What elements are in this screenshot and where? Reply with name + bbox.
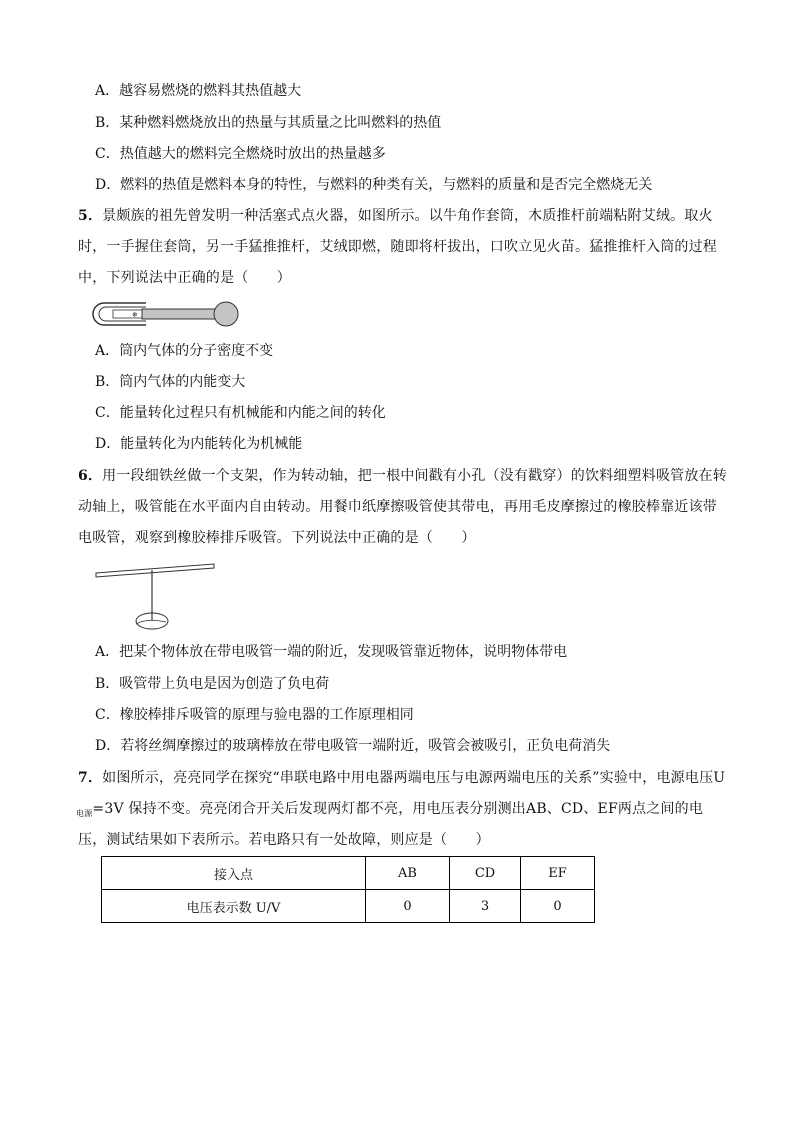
- table-header-row: [102, 857, 595, 890]
- q7-voltage-subscript: 电源: [76, 809, 93, 818]
- q6-number: 6．: [78, 468, 103, 484]
- q6-option-c: C．橡胶棒排斥吸管的原理与验电器的工作原理相同: [95, 707, 414, 723]
- q5-stem-line-2: 时，一手握住套筒，另一手猛推推杆，艾绒即燃，随即将杆拔出，口吹立见火苗。猛推推杆入筒的过程: [78, 239, 717, 255]
- table-cell: AB: [366, 857, 450, 890]
- q6-stem-line-2: 动轴上，吸管能在水平面内自由转动。用餐巾纸摩擦吸管使其带电，再用毛皮摩擦过的橡胶棒靠近该带: [78, 499, 717, 515]
- table-cell: 0: [521, 890, 595, 923]
- q6-stem-line-1: 6．用一段细铁丝做一个支架，作为转动轴，把一根中间戳有小孔（没有戳穿）的饮料细塑料吸管放在转: [78, 468, 727, 484]
- q5-number: 5．: [78, 208, 103, 224]
- q4-option-b: B．某种燃料燃烧放出的热量与其质量之比叫燃料的热值: [95, 115, 442, 131]
- table-cell: CD: [450, 857, 521, 890]
- voltage-table: [101, 856, 595, 923]
- table-row: [102, 890, 595, 923]
- table-cell: 电压表示数 U/V: [102, 890, 366, 923]
- q7-stem-line-3: 压，测试结果如下表所示。若电路只有一处故障，则应是（ ）: [78, 832, 490, 848]
- q5-option-c: C．能量转化过程只有机械能和内能之间的转化: [95, 405, 386, 421]
- table-cell: 接入点: [102, 857, 366, 890]
- q6-option-a: A．把某个物体放在带电吸管一端的附近，发现吸管靠近物体，说明物体带电: [95, 644, 568, 660]
- q4-option-d: D．燃料的热值是燃料本身的特性，与燃料的种类有关，与燃料的质量和是否完全燃烧无关: [95, 177, 653, 193]
- q5-option-b: B．筒内气体的内能变大: [95, 374, 246, 390]
- q7-stem-line-2: $_{电源}$=3V 保持不变。亮亮闭合开关后发现两灯都不亮，用电压表分别测出AB、CD、EF两点之间的电: [76, 801, 704, 818]
- q5-stem-line-1: 5．景颇族的祖先曾发明一种活塞式点火器，如图所示。以牛角作套筒，木质推杆前端粘附艾绒。取火: [78, 208, 713, 224]
- table-cell: 3: [450, 890, 521, 923]
- q4-option-a: A．越容易燃烧的燃料其热值越大: [95, 83, 302, 99]
- q5-option-d: D．能量转化为内能转化为机械能: [95, 436, 303, 452]
- svg-text:❄: ❄: [132, 311, 138, 319]
- table-cell: EF: [521, 857, 595, 890]
- q6-option-b: B．吸管带上负电是因为创造了负电荷: [95, 676, 330, 692]
- q5-option-a: A．筒内气体的分子密度不变: [95, 343, 274, 359]
- q5-stem-line-3: 中，下列说法中正确的是（ ）: [78, 270, 291, 286]
- straw-stand-figure: [94, 560, 224, 635]
- table-cell: 0: [366, 890, 450, 923]
- q6-option-d: D．若将丝绸摩擦过的玻璃棒放在带电吸管一端附近，吸管会被吸引，正负电荷消失: [95, 738, 611, 754]
- q7-stem-line-1: 7．如图所示，亮亮同学在探究“串联电路中用电器两端电压与电源两端电压的关系”实验中，电源电压U: [78, 770, 726, 786]
- q6-stem-line-3: 电吸管，观察到橡胶棒排斥吸管。下列说法中正确的是（ ）: [78, 530, 476, 546]
- q4-option-c: C．热值越大的燃料完全燃烧时放出的热量越多: [95, 146, 386, 162]
- piston-igniter-figure: [94, 298, 244, 332]
- q7-number: 7．: [78, 770, 103, 786]
